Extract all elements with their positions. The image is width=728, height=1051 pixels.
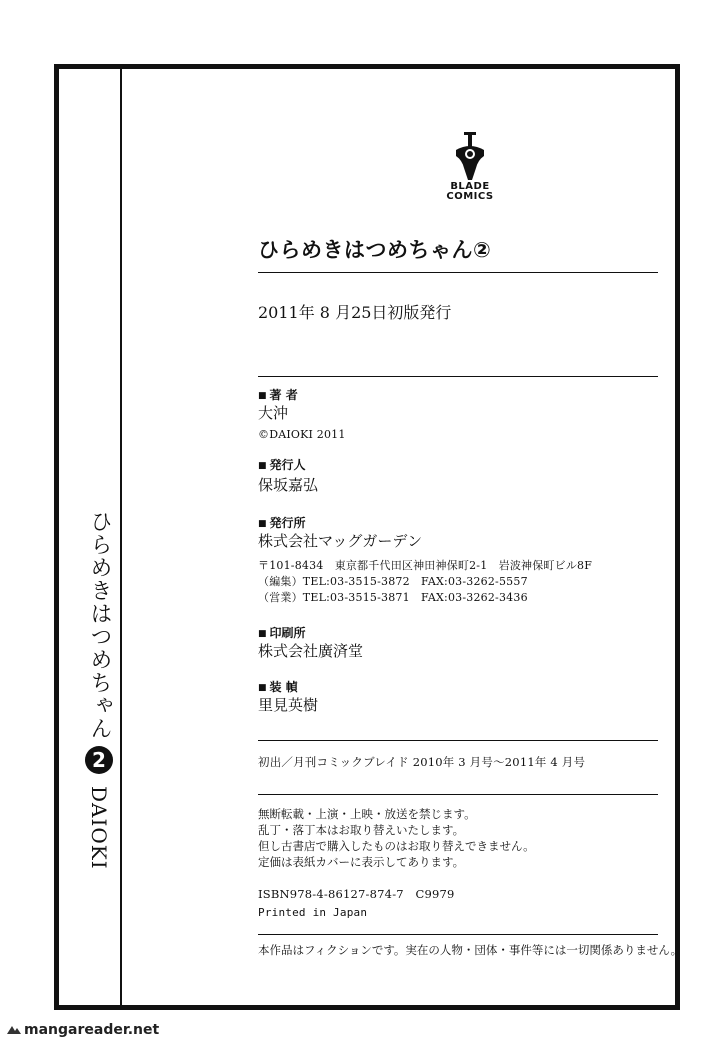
- spine: [84, 510, 114, 870]
- designer-name: 里見英樹: [258, 696, 319, 714]
- publisher-person: 保坂嘉弘: [258, 476, 319, 494]
- spine-author: DAIOKI: [87, 786, 111, 870]
- printer-label: ■ 印刷所: [258, 624, 306, 641]
- sales-contact: （営業）TEL:03-3515-3871 FAX:03-3262-3436: [258, 591, 528, 604]
- isbn: ISBN978-4-86127-874-7 C9979: [258, 887, 455, 901]
- mangareader-logo-icon: [6, 1023, 22, 1037]
- copyright: ©DAIOKI 2011: [258, 428, 346, 441]
- printed-in: Printed in Japan: [258, 906, 368, 919]
- divider: [258, 740, 658, 741]
- fiction-notice: 本作品はフィクションです。実在の人物・団体・事件等には一切関係ありません。: [258, 943, 683, 957]
- book-title: ひらめきはつめちゃん②: [258, 238, 492, 262]
- notice-line: 乱丁・落丁本はお取り替えいたします。: [258, 823, 465, 837]
- spine-divider: [120, 64, 122, 1010]
- divider: [258, 272, 658, 273]
- publisher-address: 〒101-8434 東京都千代田区神田神保町2-1 岩波神保町ビル8F: [258, 559, 593, 572]
- notice-line: 定価は表紙カバーに表示してあります。: [258, 855, 465, 869]
- editorial-contact: （編集）TEL:03-3515-3872 FAX:03-3262-5557: [258, 575, 528, 588]
- logo-line-2: COMICS: [446, 191, 494, 202]
- publisher-name: 株式会社マッグガーデン: [258, 532, 423, 550]
- divider: [258, 376, 658, 377]
- first-published: 初出／月刊コミックブレイド 2010年 3 月号〜2011年 4 月号: [258, 755, 586, 769]
- design-label: ■ 装 幀: [258, 678, 298, 695]
- spine-volume-badge: 2: [85, 746, 113, 774]
- publication-date: 2011年 8 月25日初版発行: [258, 303, 452, 322]
- notice-line: 無断転載・上演・上映・放送を禁じます。: [258, 807, 476, 821]
- divider: [258, 794, 658, 795]
- publisher-person-label: ■ 発行人: [258, 456, 306, 473]
- notice-line: 但し古書店で購入したものはお取り替えできません。: [258, 839, 535, 853]
- blade-comics-logo-icon: [450, 130, 490, 182]
- divider: [258, 934, 658, 935]
- logo-line-1: BLADE: [450, 181, 490, 192]
- watermark: [6, 1022, 159, 1038]
- author-name: 大沖: [258, 404, 289, 422]
- publisher-label: ■ 発行所: [258, 514, 306, 531]
- spine-title: ひらめきはつめちゃん: [87, 510, 112, 740]
- author-label: ■ 著 者: [258, 386, 298, 403]
- publisher-logo: [432, 130, 508, 210]
- watermark-text: mangareader.net: [24, 1022, 160, 1038]
- printer-name: 株式会社廣済堂: [258, 642, 364, 660]
